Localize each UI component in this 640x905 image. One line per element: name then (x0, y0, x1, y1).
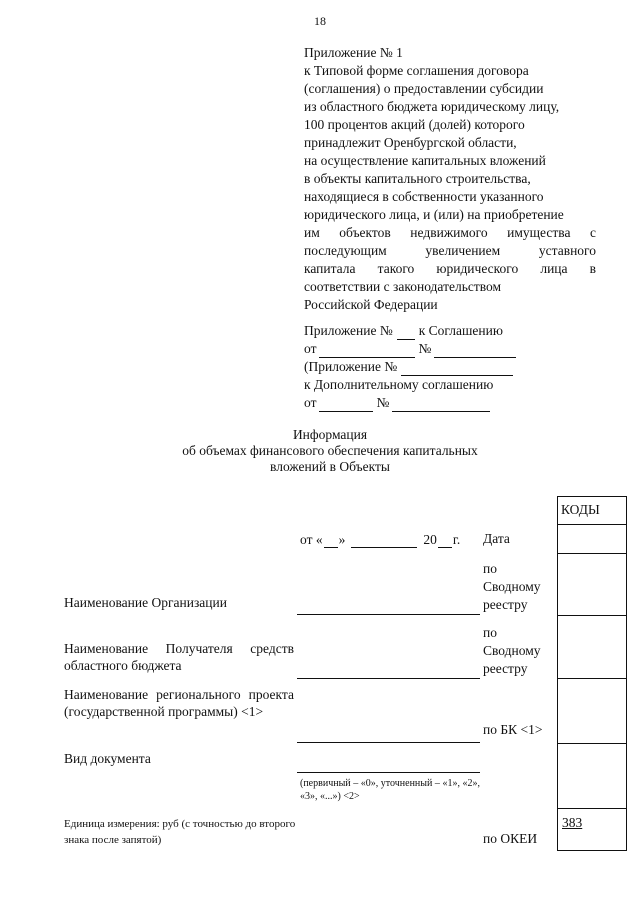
document-type-code-cell[interactable] (558, 744, 626, 809)
okei-code-label: по ОКЕИ (483, 831, 538, 846)
appendix-line: Приложение № 1 (304, 45, 403, 60)
agreement-appendix-prefix: Приложение № (304, 323, 393, 338)
supplementary-agreement-label: к Дополнительному соглашению (304, 377, 494, 392)
appendix-line: на осуществление капитальных вложений (304, 153, 546, 168)
agreement-date-row (304, 340, 596, 358)
supplementary-date-row (304, 394, 596, 412)
okei-code-cell: 383 (558, 809, 626, 851)
date-code-label: Дата (483, 531, 510, 546)
appendix-line: принадлежит Оренбургской области, (304, 135, 517, 150)
supplementary-number-field[interactable] (392, 398, 490, 412)
agreement-number-label: № (418, 341, 432, 356)
project-code-cell[interactable] (558, 679, 626, 744)
appendix-header (304, 44, 596, 314)
organization-name-field[interactable] (297, 614, 480, 615)
recipient-code-label: по Сводному реестру (483, 625, 541, 676)
date-from-label: от « (300, 532, 323, 547)
date-day-field[interactable] (324, 534, 338, 548)
project-label: Наименование регионального проекта (государственной программы) <1> (64, 687, 294, 719)
appendix-line: соответствии с законодательством (304, 279, 502, 294)
supplementary-appendix-number-field[interactable] (401, 362, 513, 376)
report-date (300, 532, 460, 548)
date-year-field[interactable] (438, 534, 452, 548)
agreement-reference (304, 322, 596, 412)
supplementary-number-label: № (376, 395, 390, 410)
date-month-field[interactable] (351, 534, 417, 548)
appendix-line: к Типовой форме соглашения договора (304, 63, 529, 78)
supplementary-appendix-row (304, 358, 596, 376)
appendix-line: Российской Федерации (304, 297, 438, 312)
project-name-field[interactable] (297, 742, 480, 743)
codes-header: КОДЫ (558, 496, 626, 525)
supplementary-appendix-prefix: (Приложение № (304, 359, 398, 374)
project-code-label: по БК <1> (483, 722, 543, 737)
agreement-appendix-suffix: к Соглашению (418, 323, 503, 338)
agreement-number-field[interactable] (434, 344, 516, 358)
codes-table (557, 496, 627, 851)
recipient-name-field[interactable] (297, 678, 480, 679)
title-line: об объемах финансового обеспечения капитальных (182, 443, 478, 458)
appendix-line: в объекты капитального строительства, (304, 171, 531, 186)
agreement-date-field[interactable] (319, 344, 415, 358)
organization-code-cell[interactable] (558, 554, 626, 616)
document-type-label: Вид документа (64, 751, 151, 766)
unit-of-measure-label: Единица измерения: руб (с точностью до второго знака после запятой) (64, 818, 296, 846)
supplementary-agreement-row (304, 376, 596, 394)
agreement-from-label: от (304, 341, 317, 356)
title-line: вложений в Объекты (270, 459, 390, 474)
agreement-appendix-number-field[interactable] (397, 326, 415, 340)
appendix-line: им объектов недвижимого имущества с (304, 225, 596, 240)
date-code-cell[interactable] (558, 525, 626, 554)
supplementary-date-field[interactable] (319, 398, 373, 412)
appendix-line: капитала такого юридического лица в (304, 261, 596, 276)
appendix-line: из областного бюджета юридическому лицу, (304, 99, 560, 114)
date-year-suffix: г. (452, 532, 461, 547)
appendix-line: (соглашения) о предоставлении субсидии (304, 81, 544, 96)
appendix-line: находящиеся в собственности указанного (304, 189, 544, 204)
recipient-code-cell[interactable] (558, 616, 626, 679)
supplementary-from-label: от (304, 395, 317, 410)
organization-label: Наименование Организации (64, 595, 227, 610)
document-title (140, 427, 520, 475)
page-number: 18 (314, 14, 326, 28)
agreement-appendix-row (304, 322, 596, 340)
appendix-line: последующим увеличением уставного (304, 243, 596, 258)
title-line: Информация (292, 427, 368, 442)
document-type-note: (первичный – «0», уточненный – «1», «2», «3», «...») <2> (300, 778, 480, 802)
appendix-line: юридического лица, и (или) на приобретение (304, 207, 564, 222)
appendix-line: 100 процентов акций (долей) которого (304, 117, 525, 132)
recipient-label: Наименование Получателя средств областного бюджета (64, 641, 294, 673)
organization-code-label: по Сводному реестру (483, 561, 541, 612)
date-year-prefix: 20 (423, 532, 437, 547)
document-type-field[interactable] (297, 772, 480, 773)
date-close-quote: » (338, 532, 346, 547)
